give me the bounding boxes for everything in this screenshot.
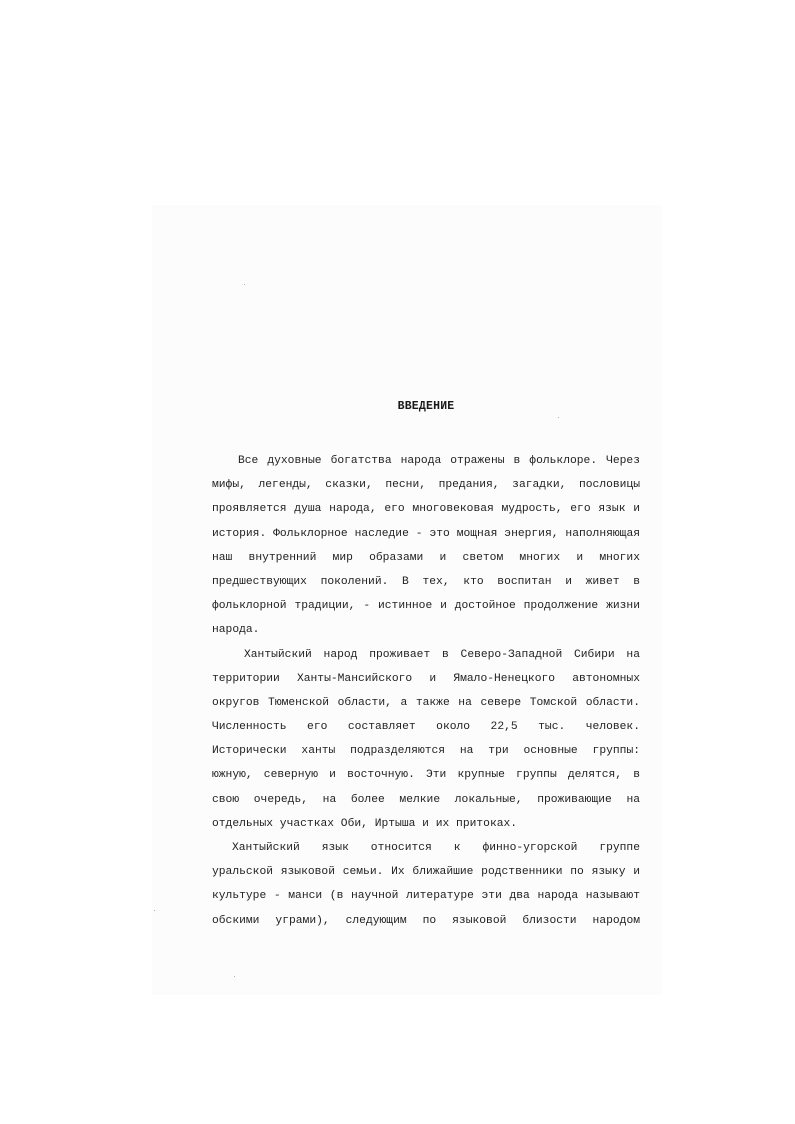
scan-speck — [234, 976, 235, 977]
text-line: мифы, легенды, сказки, песни, предания, загадки, пословицы — [212, 479, 640, 492]
text-line: Хантыйский язык относится к финно-угорской группе — [232, 842, 640, 854]
text-line: наш внутренний мир образами и светом многих и многих — [212, 551, 640, 564]
text-line: территории Ханты-Мансийского и Ямало-Ненецкого автономных — [212, 672, 640, 685]
text-line: фольклорной традиции, - истинное и достойное продолжение жизни — [212, 600, 640, 613]
text-line: Численность его составляет около 22,5 тыс. человек. — [212, 721, 640, 734]
text-line: отдельных участках Оби, Иртыша и их притоках. — [212, 817, 518, 830]
text-line: Все духовные богатства народа отражены в фольклоре. Через — [238, 455, 640, 467]
scan-speck — [154, 910, 155, 911]
text-line: округов Тюменской области, а также на севере Томской области. — [212, 696, 640, 709]
text-line: народа. — [212, 624, 260, 637]
text-line: свою очередь, на более мелкие локальные, проживающие на — [212, 793, 640, 806]
text-line: уральской языковой семьи. Их ближайшие родственники по языку и — [212, 866, 640, 879]
text-line: Хантыйский народ проживает в Северо-Западной Сибири на — [244, 648, 640, 661]
scan-speck — [558, 417, 559, 418]
page-title: ВВЕДЕНИЕ — [397, 400, 455, 413]
body-text — [212, 449, 640, 933]
text-line: история. Фольклорное наследие - это мощная энергия, наполняющая — [212, 527, 640, 540]
text-line: обскими уграми), следующим по языковой близости народом — [212, 914, 640, 927]
text-line: культуре - манси (в научной литературе эти два народа называют — [212, 890, 640, 903]
text-line: предшествующих поколений. В тех, кто воспитан и живет в — [212, 575, 640, 588]
text-line: Исторически ханты подразделяются на три основные группы: — [212, 745, 640, 758]
scan-speck — [244, 284, 245, 285]
text-line: проявляется душа народа, его многовековая мудрость, его язык и — [212, 503, 640, 516]
text-line: южную, северную и восточную. Эти крупные группы делятся, в — [212, 769, 640, 782]
